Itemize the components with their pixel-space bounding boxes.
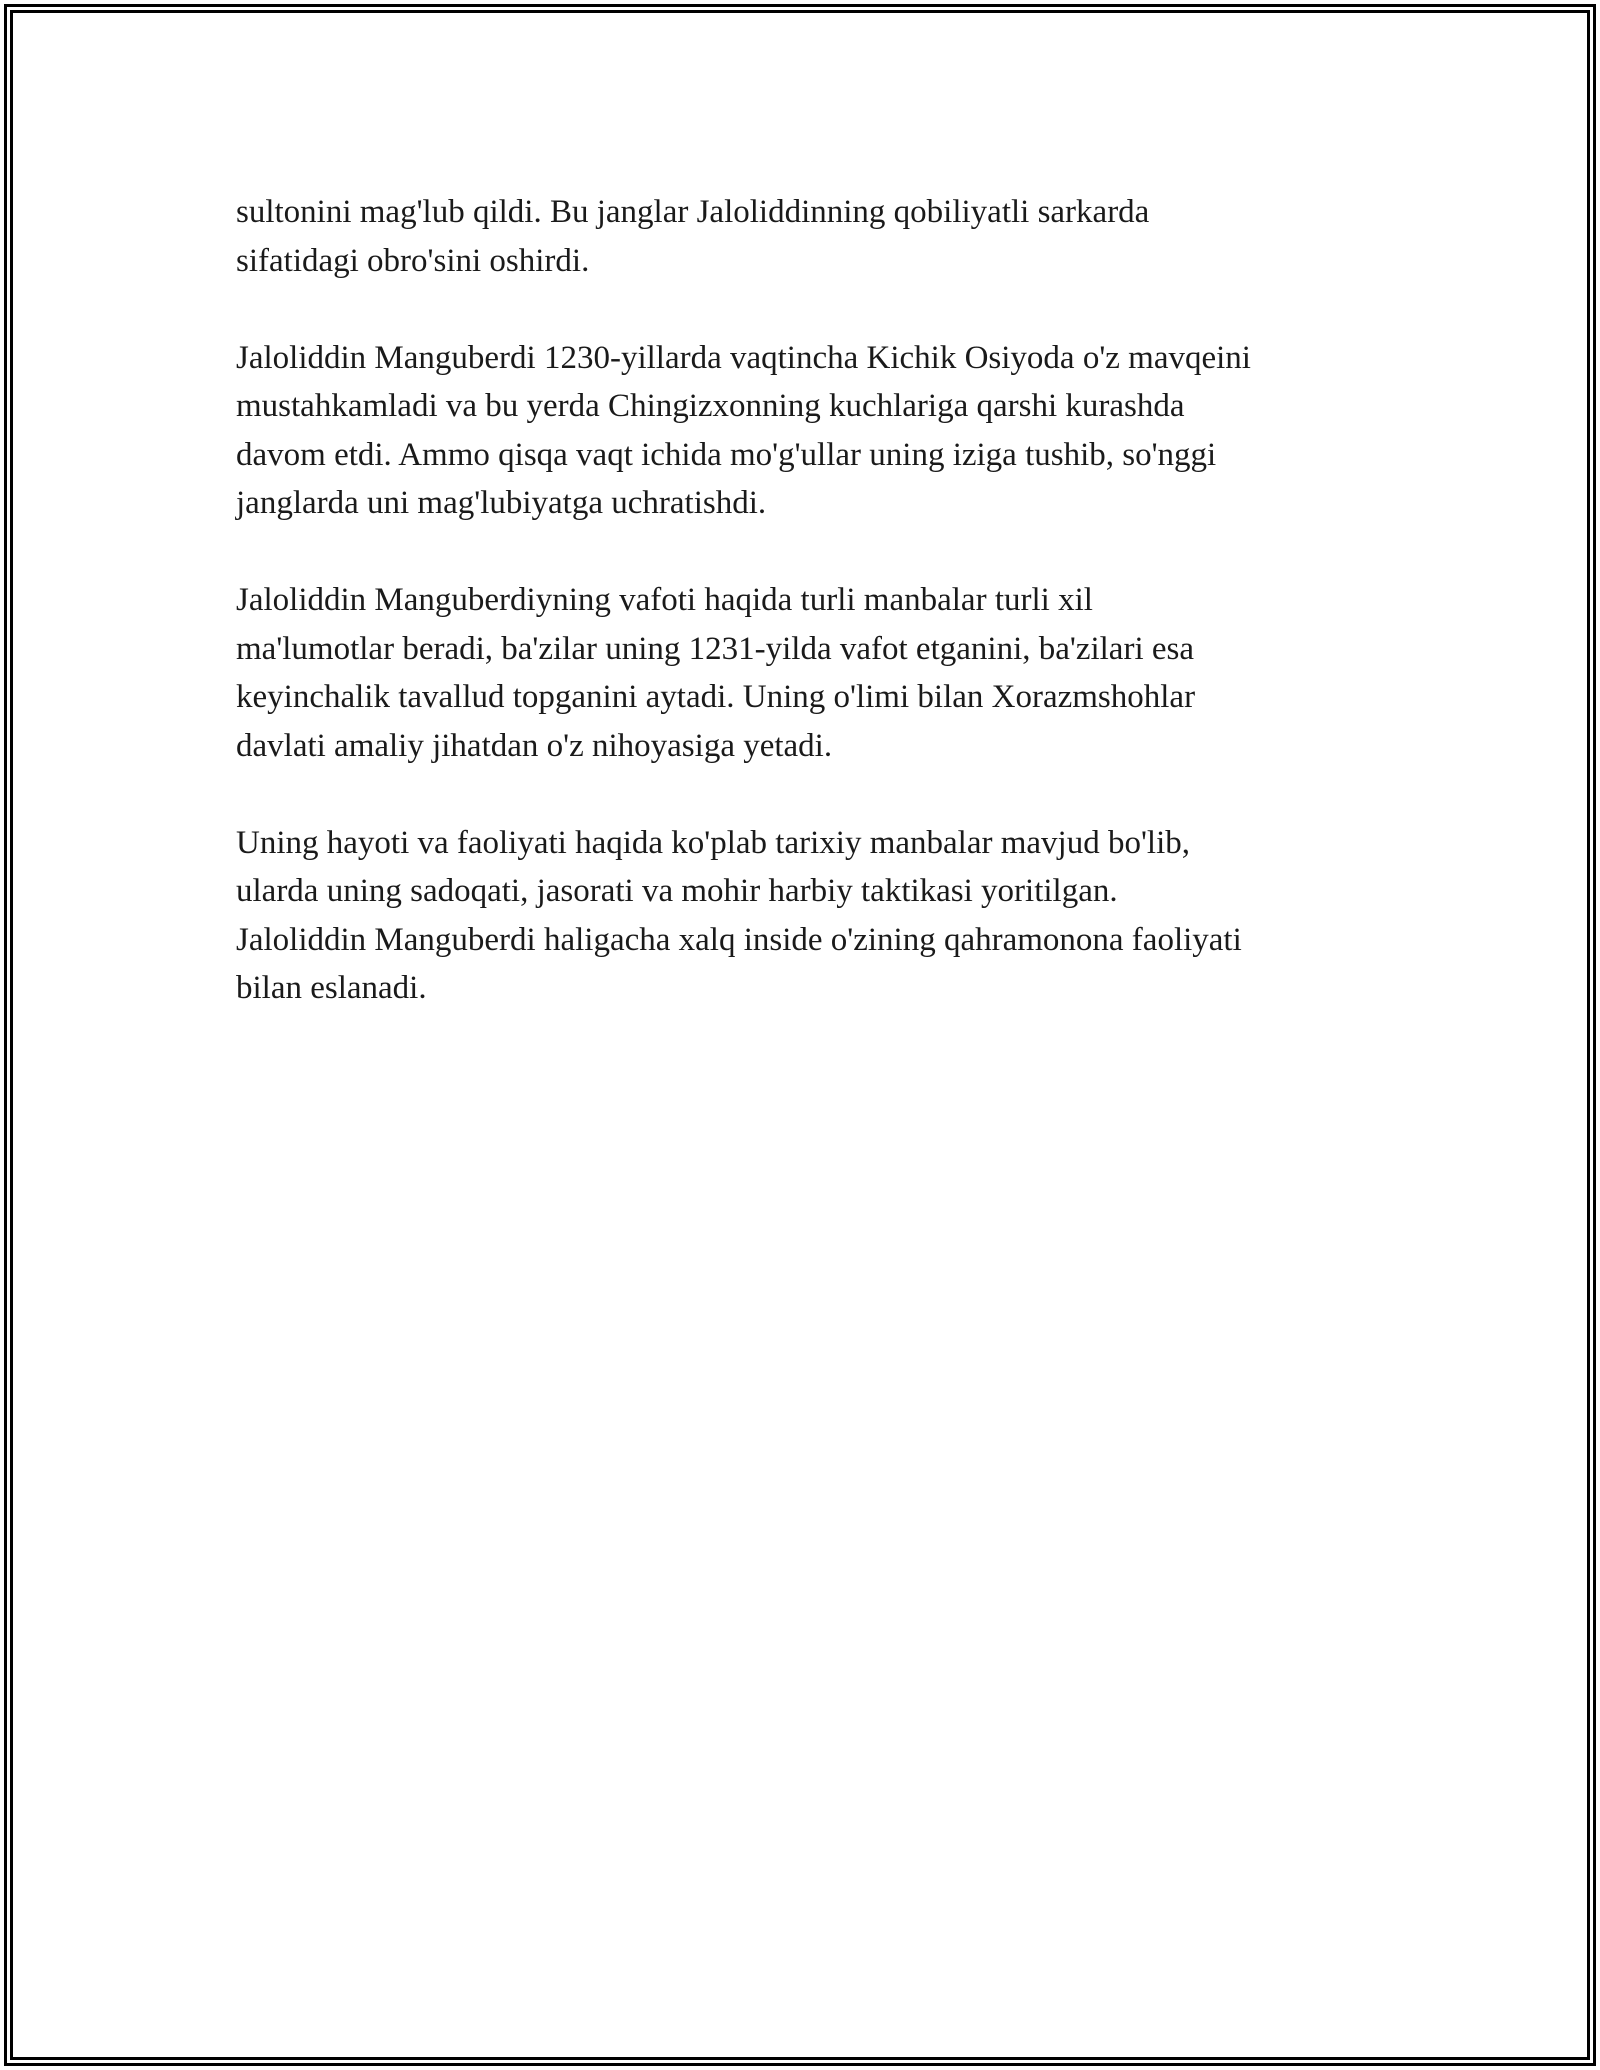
text-line: Jaloliddin Manguberdi haligacha xalq inside o'zining qahramonona faoliyati	[236, 921, 1242, 958]
text-line: Jaloliddin Manguberdiyning vafoti haqida turli manbalar turli xil	[236, 582, 1093, 618]
text-line: sifatidagi obro'sini oshirdi.	[236, 242, 590, 279]
text-line: Uning hayoti va faoliyati haqida ko'plab tarixiy manbalar mavjud bo'lib,	[236, 824, 1190, 861]
text-line: mustahkamladi va bu yerda Chingizxonning kuchlariga qarshi kurashda	[236, 388, 1185, 424]
text-line: bilan eslanadi.	[236, 970, 427, 1006]
text-line: davom etdi. Ammo qisqa vaqt ichida mo'g'ullar uning iziga tushib, so'nggi	[236, 436, 1217, 473]
text-line: davlati amaliy jihatdan o'z nihoyasiga yetadi.	[236, 727, 833, 764]
text-line: keyinchalik tavallud topganini aytadi. Uning o'limi bilan Xorazmshohlar	[236, 679, 1196, 715]
paragraph-3	[236, 576, 1386, 770]
document-body	[236, 188, 1386, 1061]
paragraph-2	[236, 334, 1386, 528]
paragraph-1	[236, 188, 1386, 285]
text-line: ularda uning sadoqati, jasorati va mohir harbiy taktikasi yoritilgan.	[236, 873, 1118, 909]
paragraph-4	[236, 819, 1386, 1013]
text-line: ma'lumotlar beradi, ba'zilar uning 1231-yilda vafot etganini, ba'zilari esa	[236, 630, 1194, 667]
text-line: janglarda uni mag'lubiyatga uchratishdi.	[236, 485, 767, 521]
text-line: sultonini mag'lub qildi. Bu janglar Jaloliddinning qobiliyatli sarkarda	[236, 194, 1150, 230]
text-line: Jaloliddin Manguberdi 1230-yillarda vaqtincha Kichik Osiyoda o'z mavqeini	[236, 339, 1251, 376]
